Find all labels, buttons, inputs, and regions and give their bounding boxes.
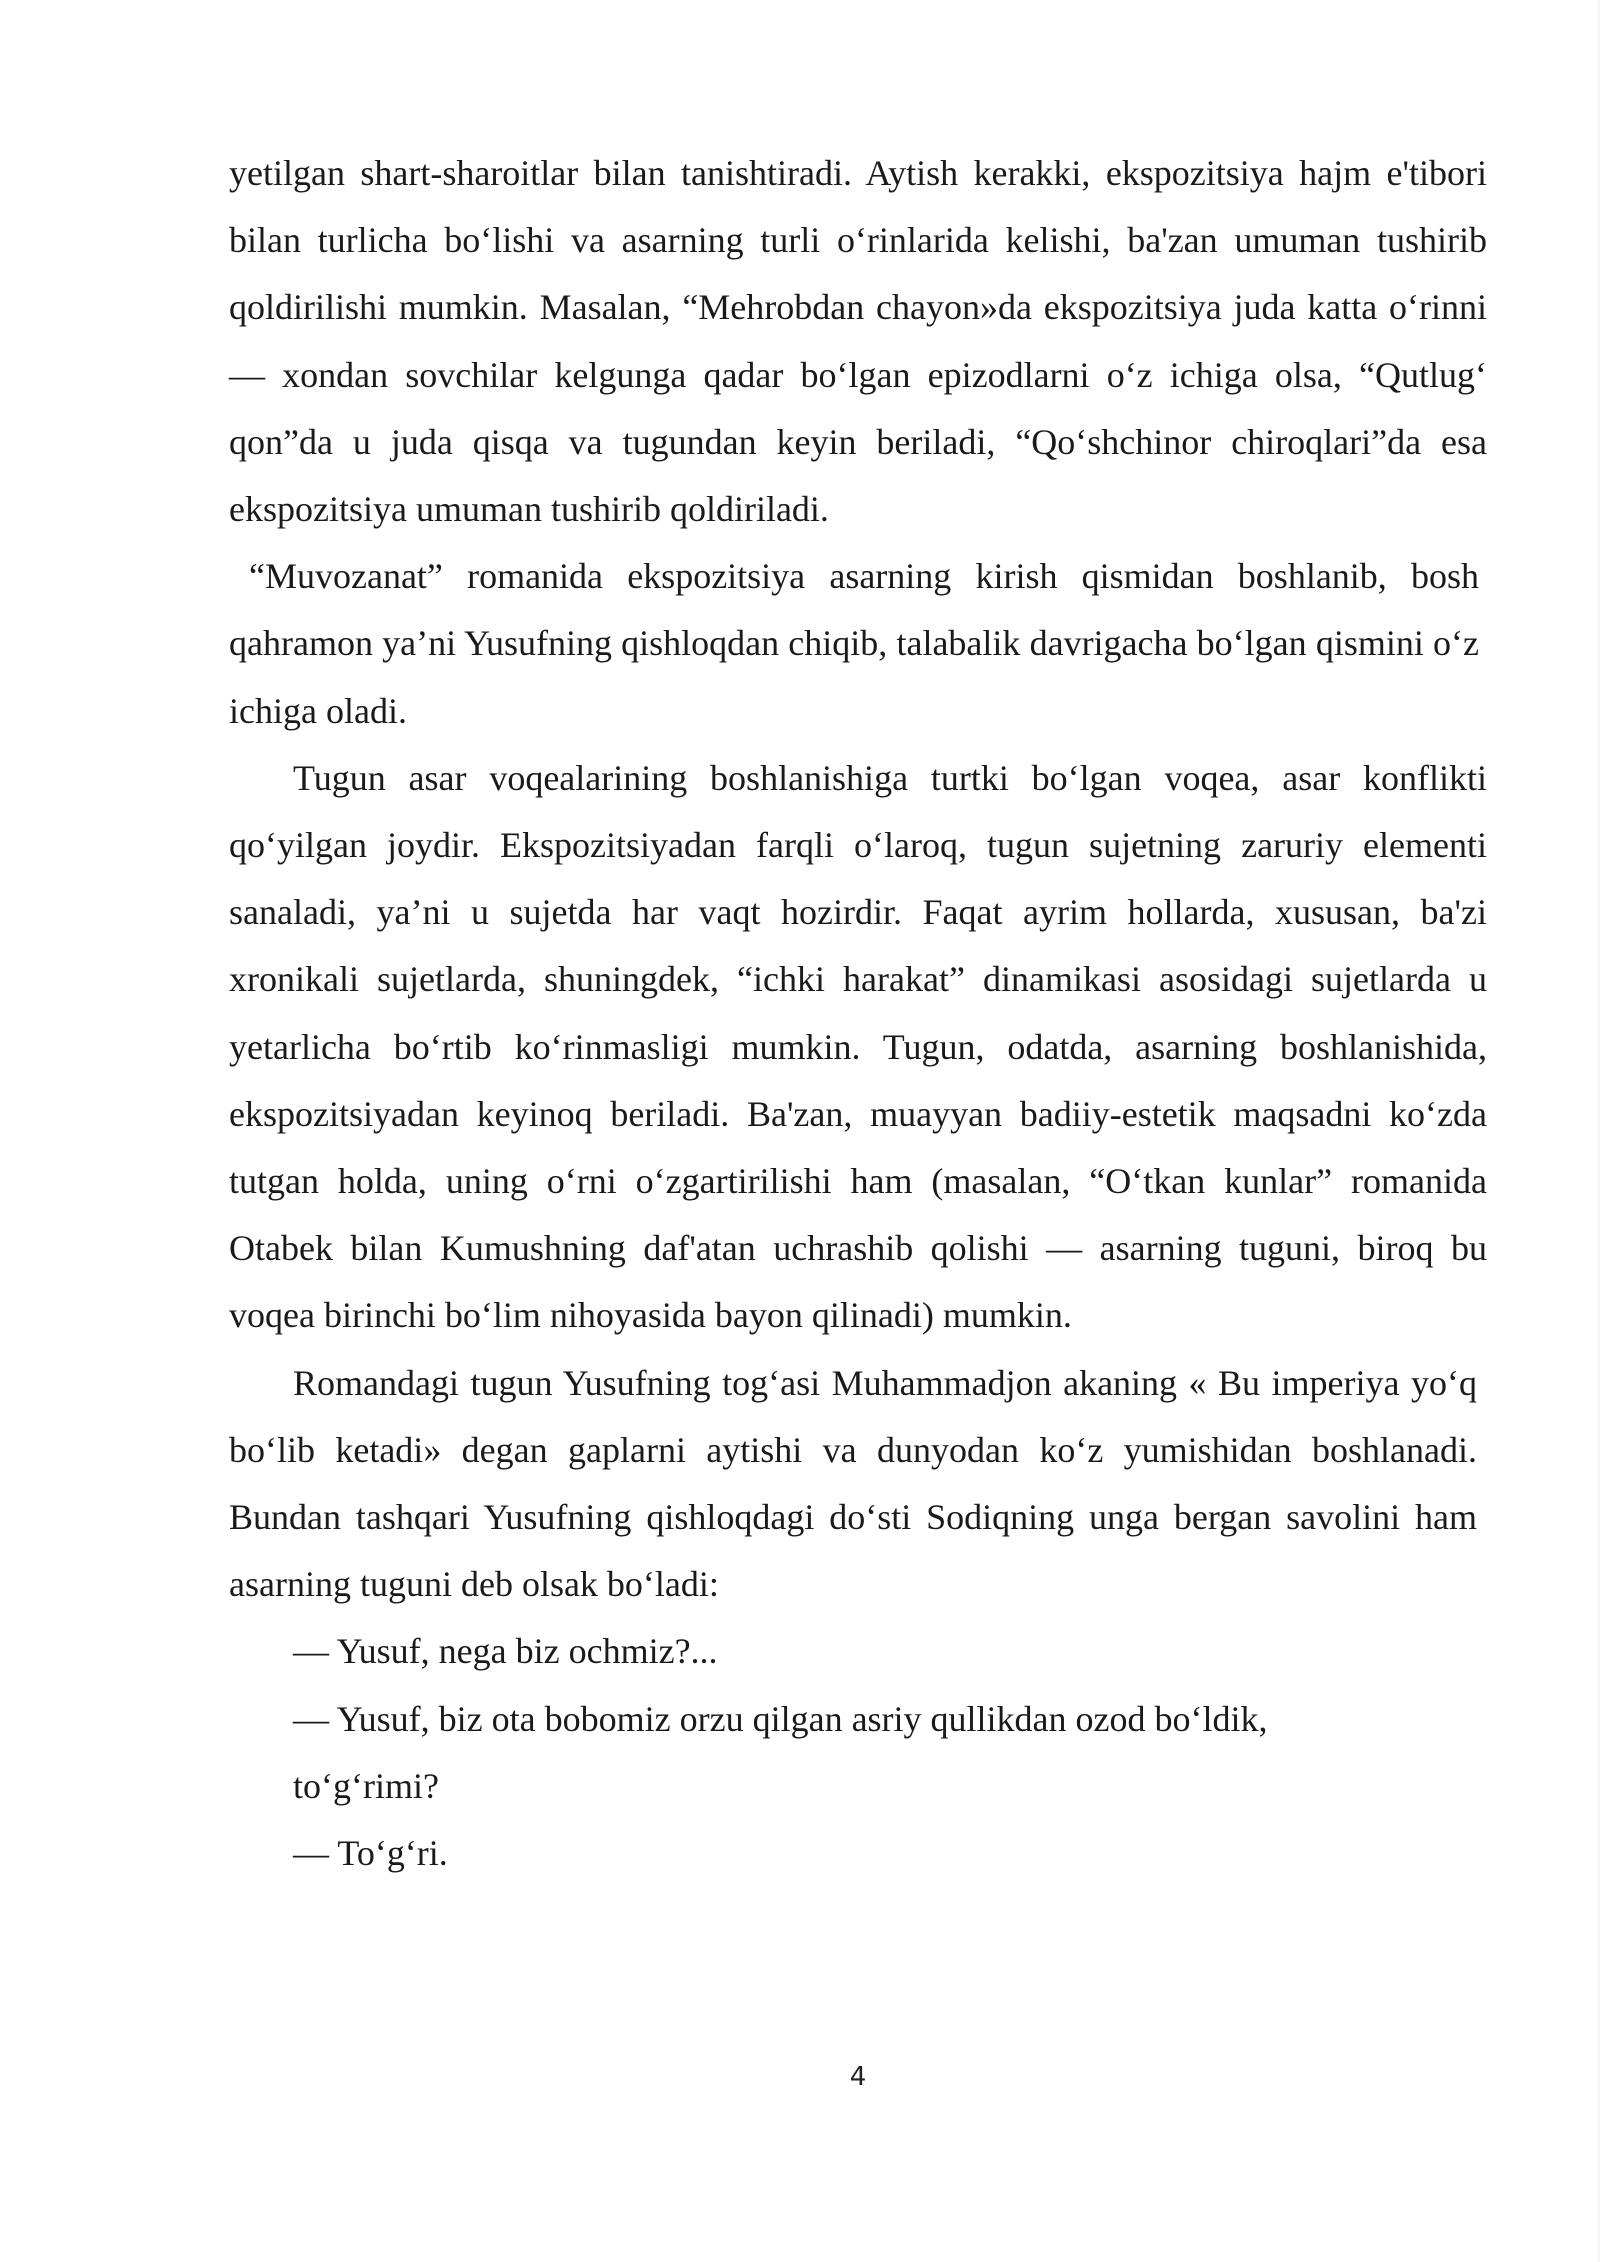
body-text <box>229 140 1487 1887</box>
paragraph-romandagi-tugun: Romandagi tugun Yusufning tog‘asi Muhammadjon akaning « Bu imperiya yo‘q bo‘lib ketadi» degan gaplarni aytishi va dunyodan ko‘z yumishidan boshlanadi. Bundan tashqari Yusufning qishloqdagi do‘sti Sodiqning unga bergan savolini ham asarning tuguni deb olsak bo‘ladi: <box>229 1362 1477 1605</box>
dialog-line-3: — To‘g‘ri. <box>293 1833 448 1874</box>
page-number: 4 <box>849 2062 867 2092</box>
dialog-line-2: — Yusuf, biz ota bobomiz orzu qilgan asriy qullikdan ozod bo‘ldik, <box>293 1698 1268 1739</box>
dialog-line-1: — Yusuf, nega biz ochmiz?... <box>293 1631 718 1672</box>
paragraph-tugun-definition: Tugun asar voqealarining boshlanishiga turtki bo‘lgan voqea, asar konflikti qo‘yilgan joydir. Ekspozitsiyadan farqli o‘laroq, tugun sujetning zaruriy elementi sanaladi, ya’ni u sujetda har vaqt hozirdir. Faqat ayrim hollarda, xususan, ba'zi xronikali sujetlarda, shuningdek, “ichki harakat” dinamikasi asosidagi sujetlarda u yetarlicha bo‘rtib ko‘rinmasligi mumkin. Tugun, odatda, asarning boshlanishida, ekspozitsiyadan keyinoq beriladi. Ba'zan, muayyan badiiy-estetik maqsadni ko‘zda tutgan holda, uning o‘rni o‘zgartirilishi ham (masalan, “O‘tkan kunlar” romanida Otabek bilan Kumushning daf'atan uchrashib qolishi — asarning tuguni, biroq bu voqea birinchi bo‘lim nihoyasida bayon qilinadi) mumkin. <box>229 757 1487 1336</box>
page-edge <box>1596 0 1600 2262</box>
dialog-line-2-continuation: to‘g‘rimi? <box>293 1765 439 1806</box>
paragraph-muvozanat-exposition: “Muvozanat” romanida ekspozitsiya asarning kirish qismidan boshlanib, bosh qahramon ya’ni Yusufning qishloqdan chiqib, talabalik davrigacha bo‘lgan qismini o‘z ichiga oladi. <box>229 556 1479 731</box>
paragraph-exposition: yetilgan shart-sharoitlar bilan tanishtiradi. Aytish kerakki, ekspozitsiya hajm e'tibori bilan turlicha bo‘lishi va asarning turli o‘rinlarida kelishi, ba'zan umuman tushirib qoldirilishi mumkin. Masalan, “Mehrobdan chayon»da ekspozitsiya juda katta o‘rinni — xondan sovchilar kelgunga qadar bo‘lgan epizodlarni o‘z ichiga olsa, “Qutlug‘ qon”da u juda qisqa va tugundan keyin beriladi, “Qo‘shchinor chiroqlari”da esa ekspozitsiya umuman tushirib qoldiriladi. <box>229 153 1487 530</box>
